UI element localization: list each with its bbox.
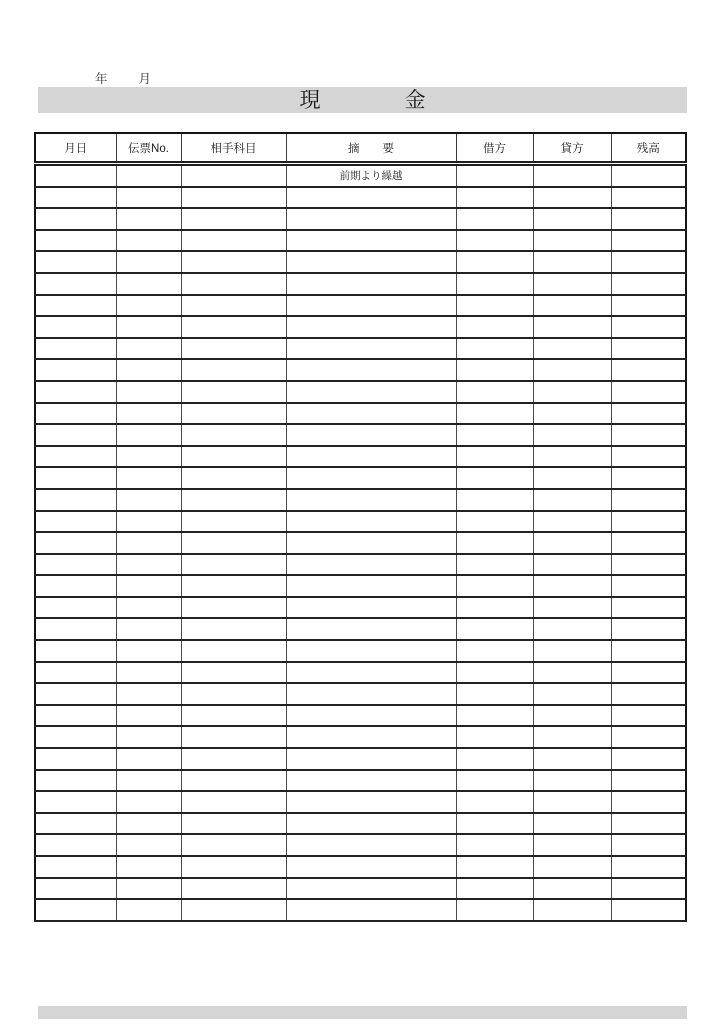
table-cell <box>286 662 456 684</box>
table-cell <box>181 856 286 878</box>
table-cell <box>116 532 181 554</box>
table-cell <box>611 899 686 921</box>
table-cell <box>533 446 611 468</box>
table-cell <box>533 856 611 878</box>
table-cell <box>35 208 116 230</box>
table-cell <box>456 705 533 727</box>
table-cell <box>181 899 286 921</box>
table-cell <box>35 511 116 533</box>
table-cell <box>286 575 456 597</box>
table-cell <box>181 813 286 835</box>
table-cell <box>611 446 686 468</box>
table-cell <box>116 359 181 381</box>
table-cell <box>116 295 181 317</box>
table-cell <box>611 878 686 900</box>
table-cell <box>533 359 611 381</box>
table-cell <box>611 575 686 597</box>
table-cell <box>35 640 116 662</box>
table-cell <box>35 446 116 468</box>
table-cell <box>286 640 456 662</box>
table-cell <box>611 424 686 446</box>
table-cell <box>456 575 533 597</box>
table-cell <box>181 467 286 489</box>
table-cell <box>286 618 456 640</box>
table-cell <box>456 726 533 748</box>
table-cell <box>533 878 611 900</box>
table-header-row <box>35 133 686 164</box>
table-cell <box>35 554 116 576</box>
table-cell <box>35 878 116 900</box>
footer-bar <box>38 1006 687 1019</box>
table-row <box>35 338 686 360</box>
table-cell <box>181 295 286 317</box>
table-cell <box>181 164 286 187</box>
table-row <box>35 813 686 835</box>
table-cell <box>611 726 686 748</box>
table-cell <box>611 467 686 489</box>
table-cell <box>533 834 611 856</box>
table-cell <box>533 273 611 295</box>
table-row <box>35 359 686 381</box>
table-cell <box>286 748 456 770</box>
table-cell <box>533 208 611 230</box>
table-cell <box>533 424 611 446</box>
table-cell <box>286 403 456 425</box>
table-cell <box>181 705 286 727</box>
table-cell <box>35 834 116 856</box>
table-cell <box>456 467 533 489</box>
table-cell <box>35 618 116 640</box>
table-cell <box>181 208 286 230</box>
table-cell <box>35 230 116 252</box>
table-cell <box>181 597 286 619</box>
table-cell <box>533 467 611 489</box>
table-cell <box>35 338 116 360</box>
column-header-2: 相手科目 <box>181 133 286 164</box>
table-cell <box>116 208 181 230</box>
column-header-6: 残高 <box>611 133 686 164</box>
table-cell <box>456 187 533 209</box>
table-cell <box>35 597 116 619</box>
table-cell <box>533 813 611 835</box>
table-cell <box>611 554 686 576</box>
table-row <box>35 856 686 878</box>
table-cell <box>35 726 116 748</box>
table-cell <box>181 748 286 770</box>
table-cell <box>286 683 456 705</box>
table-cell <box>116 618 181 640</box>
table-cell <box>286 726 456 748</box>
table-cell <box>35 662 116 684</box>
table-cell <box>35 403 116 425</box>
table-cell <box>116 791 181 813</box>
table-row <box>35 748 686 770</box>
table-cell <box>456 554 533 576</box>
table-cell <box>181 251 286 273</box>
table-cell <box>286 878 456 900</box>
table-cell <box>456 597 533 619</box>
table-cell <box>286 899 456 921</box>
table-cell <box>286 446 456 468</box>
table-cell <box>181 532 286 554</box>
table-cell <box>35 705 116 727</box>
table-cell <box>456 640 533 662</box>
table-cell <box>181 834 286 856</box>
table-cell <box>181 575 286 597</box>
table-cell <box>181 338 286 360</box>
table-cell <box>533 726 611 748</box>
table-row <box>35 251 686 273</box>
table-cell <box>116 511 181 533</box>
table-cell <box>181 230 286 252</box>
table-row <box>35 705 686 727</box>
table-cell <box>181 446 286 468</box>
date-line <box>95 69 152 87</box>
table-cell <box>611 316 686 338</box>
table-cell <box>611 295 686 317</box>
table-cell <box>456 381 533 403</box>
table-cell <box>35 532 116 554</box>
table-cell <box>116 834 181 856</box>
table-cell <box>533 230 611 252</box>
table-cell <box>35 273 116 295</box>
table-cell <box>116 748 181 770</box>
table-cell <box>35 489 116 511</box>
table-cell <box>533 770 611 792</box>
table-cell <box>456 424 533 446</box>
table-cell <box>456 273 533 295</box>
table-cell <box>181 316 286 338</box>
table-cell <box>611 187 686 209</box>
table-cell <box>611 511 686 533</box>
ledger-table-body <box>35 164 686 921</box>
table-cell <box>181 770 286 792</box>
table-cell <box>533 295 611 317</box>
table-cell <box>35 295 116 317</box>
page-title: 現 金 <box>299 88 426 112</box>
table-cell <box>181 381 286 403</box>
table-row <box>35 770 686 792</box>
table-row <box>35 554 686 576</box>
table-cell <box>35 813 116 835</box>
table-cell <box>611 532 686 554</box>
table-row <box>35 381 686 403</box>
table-cell <box>116 316 181 338</box>
table-cell <box>181 554 286 576</box>
table-cell <box>533 748 611 770</box>
table-cell <box>456 295 533 317</box>
table-cell <box>116 770 181 792</box>
table-row <box>35 878 686 900</box>
table-cell <box>116 899 181 921</box>
table-cell <box>286 251 456 273</box>
ledger-table <box>34 132 687 922</box>
table-cell <box>286 705 456 727</box>
table-cell <box>611 662 686 684</box>
table-row <box>35 618 686 640</box>
table-row <box>35 683 686 705</box>
table-cell <box>286 791 456 813</box>
table-cell <box>286 813 456 835</box>
month-label: 月 <box>138 72 153 86</box>
table-cell <box>35 575 116 597</box>
table-cell <box>286 273 456 295</box>
table-cell <box>181 662 286 684</box>
table-cell <box>456 899 533 921</box>
table-cell <box>611 813 686 835</box>
table-row <box>35 511 686 533</box>
table-cell <box>181 359 286 381</box>
table-cell <box>286 295 456 317</box>
table-cell <box>35 856 116 878</box>
table-row <box>35 230 686 252</box>
table-cell <box>456 446 533 468</box>
column-header-0: 月日 <box>35 133 116 164</box>
table-cell <box>456 618 533 640</box>
table-cell <box>286 532 456 554</box>
table-cell <box>456 791 533 813</box>
table-cell <box>116 856 181 878</box>
table-cell <box>181 683 286 705</box>
table-cell <box>116 424 181 446</box>
table-cell <box>116 705 181 727</box>
table-cell <box>35 748 116 770</box>
table-cell <box>456 230 533 252</box>
table-cell <box>456 662 533 684</box>
table-cell <box>35 251 116 273</box>
table-cell <box>35 424 116 446</box>
table-cell <box>286 316 456 338</box>
table-cell <box>456 770 533 792</box>
table-cell <box>116 164 181 187</box>
table-row <box>35 899 686 921</box>
table-cell <box>35 164 116 187</box>
table-cell <box>456 748 533 770</box>
table-cell <box>533 683 611 705</box>
table-cell <box>181 726 286 748</box>
table-cell <box>116 273 181 295</box>
title-bar <box>38 87 687 113</box>
table-cell <box>456 359 533 381</box>
table-cell <box>611 251 686 273</box>
table-cell <box>286 511 456 533</box>
table-cell <box>456 338 533 360</box>
table-cell <box>533 532 611 554</box>
table-row <box>35 446 686 468</box>
table-cell <box>116 726 181 748</box>
table-cell <box>611 748 686 770</box>
table-cell <box>181 489 286 511</box>
table-cell <box>286 489 456 511</box>
table-cell <box>286 359 456 381</box>
ledger-table-container <box>34 132 687 922</box>
table-cell <box>533 618 611 640</box>
table-cell <box>116 878 181 900</box>
table-cell <box>533 316 611 338</box>
column-header-5: 貸方 <box>533 133 611 164</box>
table-row <box>35 424 686 446</box>
table-cell <box>35 187 116 209</box>
table-cell <box>533 640 611 662</box>
table-cell <box>533 791 611 813</box>
table-cell <box>611 618 686 640</box>
table-cell: 前期より繰越 <box>286 164 456 187</box>
table-cell <box>456 164 533 187</box>
table-cell <box>611 856 686 878</box>
table-cell <box>35 899 116 921</box>
table-cell <box>456 251 533 273</box>
table-cell <box>456 208 533 230</box>
table-cell <box>286 187 456 209</box>
year-label: 年 <box>95 72 109 86</box>
table-cell <box>35 381 116 403</box>
table-cell <box>286 208 456 230</box>
table-cell <box>611 381 686 403</box>
table-cell <box>286 597 456 619</box>
table-cell <box>533 251 611 273</box>
table-cell <box>611 338 686 360</box>
table-cell <box>116 683 181 705</box>
table-cell <box>286 770 456 792</box>
table-cell <box>611 834 686 856</box>
table-cell <box>116 467 181 489</box>
table-cell <box>533 187 611 209</box>
table-row <box>35 295 686 317</box>
table-cell <box>611 683 686 705</box>
table-cell <box>116 662 181 684</box>
table-cell <box>533 381 611 403</box>
table-cell <box>35 683 116 705</box>
table-cell <box>611 705 686 727</box>
table-row <box>35 575 686 597</box>
table-cell <box>533 403 611 425</box>
table-cell <box>286 381 456 403</box>
table-cell <box>533 554 611 576</box>
table-cell <box>181 187 286 209</box>
table-cell <box>116 251 181 273</box>
table-cell <box>456 683 533 705</box>
table-cell <box>116 489 181 511</box>
table-row <box>35 489 686 511</box>
table-cell <box>116 446 181 468</box>
table-row <box>35 187 686 209</box>
table-cell <box>286 554 456 576</box>
table-row <box>35 273 686 295</box>
table-cell <box>533 489 611 511</box>
table-row <box>35 791 686 813</box>
table-cell <box>116 640 181 662</box>
table-cell <box>533 662 611 684</box>
table-cell <box>181 424 286 446</box>
column-header-4: 借方 <box>456 133 533 164</box>
table-cell <box>286 467 456 489</box>
table-cell <box>533 705 611 727</box>
table-cell <box>286 834 456 856</box>
table-row <box>35 662 686 684</box>
table-cell <box>181 273 286 295</box>
column-header-1: 伝票No. <box>116 133 181 164</box>
table-cell <box>181 878 286 900</box>
table-cell <box>286 856 456 878</box>
table-cell <box>116 381 181 403</box>
table-cell <box>116 338 181 360</box>
table-cell <box>181 791 286 813</box>
table-cell <box>533 597 611 619</box>
table-row <box>35 467 686 489</box>
table-cell <box>611 208 686 230</box>
table-cell <box>533 164 611 187</box>
table-row <box>35 208 686 230</box>
table-row <box>35 726 686 748</box>
table-cell <box>456 511 533 533</box>
table-cell <box>35 467 116 489</box>
table-cell <box>116 230 181 252</box>
table-cell <box>456 316 533 338</box>
table-cell <box>533 511 611 533</box>
table-cell <box>611 770 686 792</box>
table-cell <box>611 359 686 381</box>
table-cell <box>116 187 181 209</box>
column-header-3: 摘 要 <box>286 133 456 164</box>
table-cell <box>116 813 181 835</box>
table-cell <box>35 770 116 792</box>
table-cell <box>286 338 456 360</box>
table-cell <box>456 489 533 511</box>
table-cell <box>286 230 456 252</box>
table-cell <box>611 597 686 619</box>
table-cell <box>181 640 286 662</box>
table-cell <box>533 899 611 921</box>
table-row <box>35 834 686 856</box>
table-row <box>35 403 686 425</box>
table-row <box>35 640 686 662</box>
table-row <box>35 597 686 619</box>
table-cell <box>456 403 533 425</box>
table-row <box>35 316 686 338</box>
table-cell <box>456 878 533 900</box>
table-cell <box>456 834 533 856</box>
table-row <box>35 532 686 554</box>
table-cell <box>611 403 686 425</box>
table-cell <box>35 316 116 338</box>
table-cell <box>611 791 686 813</box>
table-cell <box>611 273 686 295</box>
table-row <box>35 164 686 187</box>
table-cell <box>611 164 686 187</box>
table-cell <box>286 424 456 446</box>
table-cell <box>181 403 286 425</box>
table-cell <box>116 403 181 425</box>
table-cell <box>611 640 686 662</box>
table-cell <box>533 338 611 360</box>
table-cell <box>181 618 286 640</box>
table-cell <box>456 856 533 878</box>
table-cell <box>456 532 533 554</box>
table-cell <box>116 554 181 576</box>
table-cell <box>116 597 181 619</box>
table-cell <box>456 813 533 835</box>
table-cell <box>611 230 686 252</box>
table-cell <box>533 575 611 597</box>
table-cell <box>116 575 181 597</box>
table-cell <box>611 489 686 511</box>
table-cell <box>35 791 116 813</box>
table-cell <box>35 359 116 381</box>
table-cell <box>181 511 286 533</box>
